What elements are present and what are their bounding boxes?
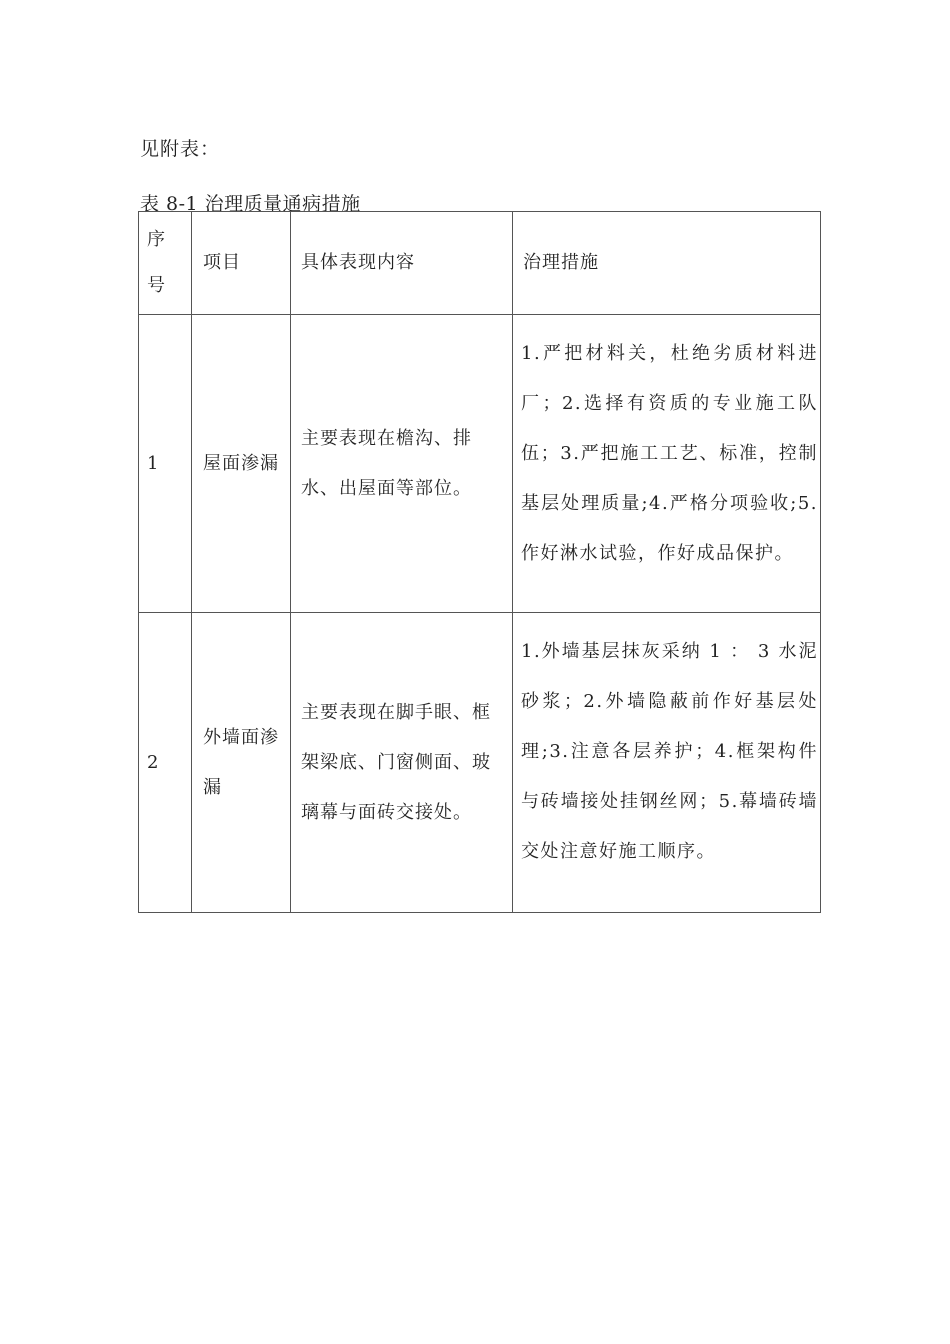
row-item-value: 屋面渗漏 xyxy=(203,452,279,474)
header-measures xyxy=(513,212,821,315)
row-content xyxy=(291,315,513,613)
row-item-value: 外墙面渗漏 xyxy=(203,726,279,798)
table-row xyxy=(139,315,821,613)
row-item xyxy=(192,613,291,913)
header-item-label: 项目 xyxy=(203,252,241,273)
row-seq xyxy=(139,613,192,913)
header-measures-label: 治理措施 xyxy=(523,252,599,273)
table-row xyxy=(139,613,821,913)
header-item xyxy=(192,212,291,315)
table-caption: 表 8-1 治理质量通病措施 xyxy=(140,193,361,215)
table-header-row xyxy=(139,212,821,315)
header-seq xyxy=(139,212,192,315)
row-measures-value: 1.严把材料关，杜绝劣质材料进厂；2.选择有资质的专业施工队伍；3.严把施工工艺、标准，控制基层处理质量;4.严格分项验收;5.作好淋水试验，作好成品保护。 xyxy=(521,343,818,564)
intro-text: 见附表： xyxy=(140,138,221,160)
header-content-label: 具体表现内容 xyxy=(301,252,415,273)
row-measures xyxy=(513,613,821,913)
row-seq-value: 2 xyxy=(147,751,160,773)
row-item xyxy=(192,315,291,613)
header-content xyxy=(291,212,513,315)
quality-measures-table xyxy=(138,211,821,913)
header-seq-label: 序号 xyxy=(147,229,166,296)
row-measures-value: 1.外墙基层抹灰采纳 1 ： 3 水泥砂浆；2.外墙隐蔽前作好基层处理;3.注意各层养护；4.框架构件与砖墙接处挂钢丝网；5.幕墙砖墙交处注意好施工顺序。 xyxy=(521,641,818,862)
row-content-value: 主要表现在檐沟、排水、出屋面等部位。 xyxy=(301,427,472,499)
row-content-value: 主要表现在脚手眼、框架梁底、门窗侧面、玻璃幕与面砖交接处。 xyxy=(301,701,491,823)
row-measures xyxy=(513,315,821,613)
row-seq xyxy=(139,315,192,613)
row-content xyxy=(291,613,513,913)
row-seq-value: 1 xyxy=(147,452,160,474)
